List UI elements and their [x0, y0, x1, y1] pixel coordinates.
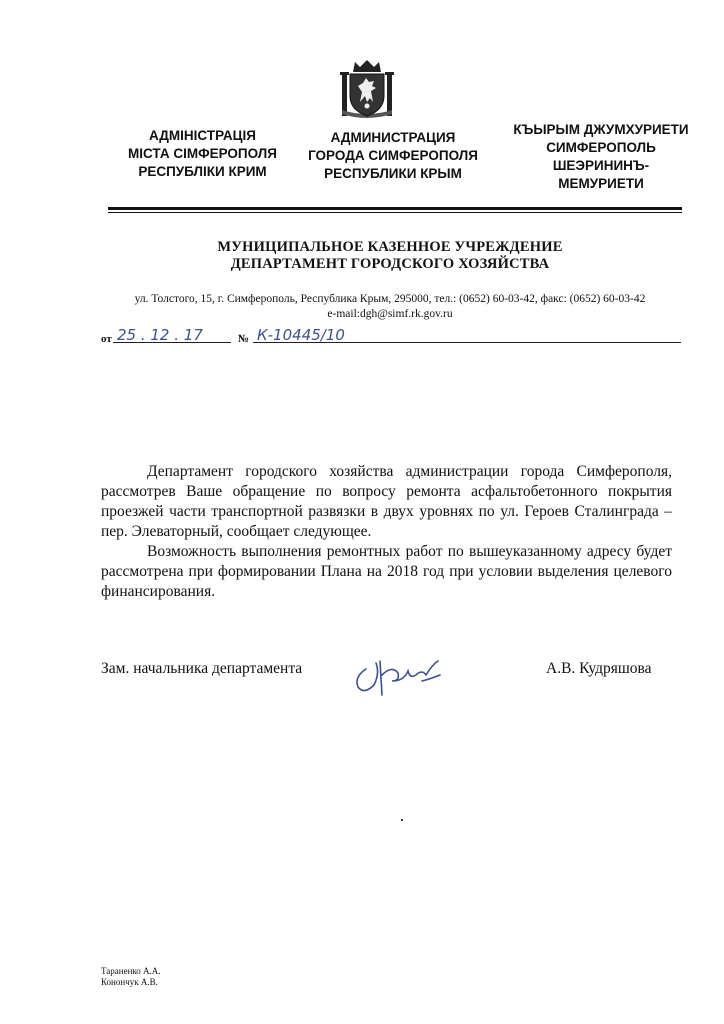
date-handwritten: 25 . 12 . 17 [117, 326, 203, 344]
handwritten-signature [352, 651, 444, 699]
scan-speck [401, 819, 403, 821]
header-russian-line-2: ГОРОДА СИМФЕРОПОЛЯ [308, 148, 478, 163]
header-russian [298, 129, 488, 183]
signatory-position: Зам. начальника департамента [101, 660, 303, 677]
header-divider-thin [108, 212, 682, 213]
header-crimean-tatar-line-2: СИМФЕРОПОЛЬ [546, 140, 656, 155]
institution-name [150, 239, 630, 273]
institution-line-2: ДЕПАРТАМЕНТ ГОРОДСКОГО ХОЗЯЙСТВА [230, 256, 550, 272]
institution-address [95, 292, 685, 322]
body-paragraph-1: Департамент городского хозяйства администрации города Симферополя, рассмотрев Ваше обращение по вопросу ремонта асфальтобетонного покрытия проезжей части транспортной развязки в двух уровнях по ул. Героев Сталинграда – пер. Элеваторный, сообщает следующее. [101, 463, 672, 540]
address-line-1: ул. Толстого, 15, г. Симферополь, Республика Крым, 295000, тел.: (0652) 60-03-42, факс: (0652) 60-03-42 [134, 293, 646, 305]
executor-1: Тараненко А.А. [101, 966, 161, 976]
crimea-emblem-icon [336, 58, 398, 124]
address-email: e-mail:dgh@simf.rk.gov.ru [327, 308, 453, 320]
institution-line-1: МУНИЦИПАЛЬНОЕ КАЗЕННОЕ УЧРЕЖДЕНИЕ [217, 239, 563, 255]
header-crimean-tatar-line-3: ШЕЭРИНИНЪ- [552, 158, 650, 173]
number-label: № [238, 333, 250, 345]
header-ukrainian-line-3: РЕСПУБЛІКИ КРИМ [138, 164, 267, 179]
header-russian-line-3: РЕСПУБЛИКИ КРЫМ [324, 166, 462, 181]
header-divider-thick [108, 207, 682, 210]
letter-body [101, 462, 672, 602]
header-crimean-tatar-line-1: КЪЫРЫМ ДЖУМХУРИЕТИ [513, 122, 689, 137]
executors [101, 966, 161, 988]
header-crimean-tatar-line-4: МЕМУРИЕТИ [558, 176, 644, 191]
executor-2: Конончук А.В. [101, 977, 158, 987]
signatory-name: А.В. Кудряшова [546, 660, 652, 677]
header-ukrainian-line-1: АДМІНІСТРАЦІЯ [149, 128, 256, 143]
date-label: от [101, 333, 112, 345]
body-paragraph-2: Возможность выполнения ремонтных работ по вышеуказанному адресу будет рассмотрена при формировании Плана на 2018 год при условии выделения целевого финансирования. [101, 543, 672, 600]
header-crimean-tatar [496, 121, 706, 193]
header-ukrainian [110, 127, 295, 181]
header-ukrainian-line-2: МІСТА СІМФЕРОПОЛЯ [128, 146, 277, 161]
reference-line [101, 326, 681, 348]
number-handwritten: К-10445/10 [257, 326, 345, 344]
header-russian-line-1: АДМИНИСТРАЦИЯ [330, 130, 456, 145]
